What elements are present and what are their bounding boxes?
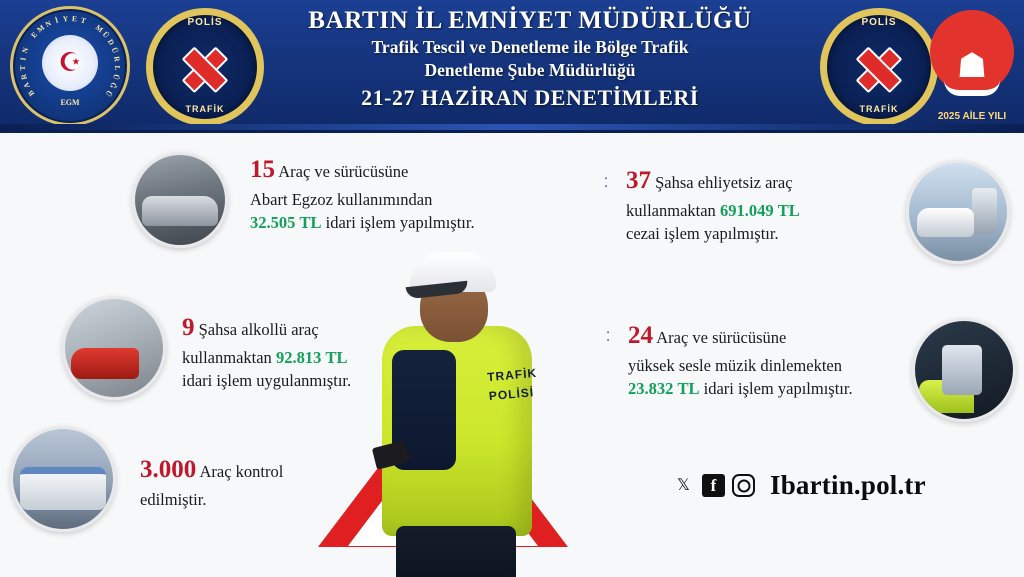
stat-abart-egzoz-number: 15	[250, 156, 275, 183]
stat-ehliyetsiz-line3: cezai işlem yapılmıştır.	[626, 223, 779, 243]
header-banner	[0, 0, 1024, 133]
stat-abart-egzoz-currency: TL	[299, 212, 322, 232]
twitter-x-icon[interactable]: 𝕏	[677, 476, 690, 494]
stat-yuksek-ses-currency: TL	[677, 378, 700, 398]
stat-arac-kontrol-line1: Araç kontrol	[199, 462, 284, 481]
stat-ehliyetsiz-currency: TL	[777, 200, 800, 220]
officer-back-text-line1: TRAFİK	[486, 365, 538, 385]
stat-alkollu-number: 9	[182, 314, 195, 341]
stat-yuksek-ses-bullet: ⁚	[606, 329, 611, 344]
header-title-block	[250, 6, 810, 111]
stat-yuksek-ses-line1: Araç ve sürücüsüne	[656, 328, 787, 347]
badge-left-bottom-label: TRAFİK	[185, 104, 225, 114]
social-handle[interactable]: Ibartin.pol.tr	[770, 470, 926, 500]
stat-ehliyetsiz-line2: kullanmaktan	[626, 200, 716, 220]
officer-back-text	[486, 364, 539, 405]
stat-alkollu-currency: TL	[325, 347, 348, 367]
bus-photo	[10, 426, 116, 532]
crash-car-photo	[62, 296, 166, 400]
stat-alkollu-amount: 92.813	[275, 347, 322, 367]
stat-ehliyetsiz-text	[626, 163, 916, 245]
egm-seal-ring-text: B A R T I N E M N İ Y E T M Ü D Ü R L Ü Ğ Ü	[17, 13, 123, 99]
crescent-glyph: ☪	[58, 47, 82, 77]
badge-left-top-label: POLİS	[187, 17, 223, 28]
stat-yuksek-ses-number: 24	[628, 322, 653, 349]
header-title-line2: Trafik Tescil ve Denetleme ile Bölge Trafik	[371, 36, 689, 57]
traffic-jam-photo	[132, 152, 228, 248]
facebook-icon[interactable]: f	[702, 474, 725, 497]
officer-back-text-line2: POLİSİ	[488, 384, 535, 403]
stat-alkollu-line2: kullanmaktan	[182, 347, 272, 367]
instagram-icon[interactable]	[732, 474, 755, 497]
stat-yuksek-ses-amount: 23.832	[628, 378, 674, 398]
family-year-logo	[926, 8, 1018, 126]
stat-ehliyetsiz-line1: Şahsa ehliyetsiz araç	[655, 173, 793, 192]
header-title-line4: 21-27 HAZİRAN DENETİMLERİ	[361, 84, 699, 110]
family-year-label: 2025 AİLE YILI	[937, 111, 1007, 122]
hands-shape	[944, 80, 1000, 96]
stat-arac-kontrol-text	[140, 452, 350, 511]
stat-yuksek-ses-line3: idari işlem yapılmıştır.	[703, 378, 853, 398]
stat-arac-kontrol-line2: edilmiştir.	[140, 489, 207, 509]
traffic-officer-photo	[368, 238, 544, 577]
stat-ehliyetsiz-bullet: ⁚	[604, 175, 609, 190]
stat-ehliyetsiz-amount: 691.049	[719, 200, 774, 220]
officer-trousers	[396, 526, 516, 577]
traffic-badge-left	[146, 8, 264, 126]
badge-right-bottom-label: TRAFİK	[859, 104, 899, 114]
stat-alkollu-line1: Şahsa alkollü araç	[198, 320, 319, 339]
stat-ehliyetsiz-number: 37	[626, 167, 651, 194]
badge-right-top-label: POLİS	[861, 17, 897, 28]
stat-yuksek-ses-line2: yüksek sesle müzik dinlemekten	[628, 355, 842, 375]
family-glyph: ☗	[956, 48, 988, 85]
header-bottom-stripe	[0, 124, 1024, 130]
header-title-line3: Denetleme Şube Müdürlüğü	[424, 59, 636, 80]
stat-abart-egzoz-text	[250, 152, 518, 234]
stat-abart-egzoz-line3: idari işlem yapılmıştır.	[325, 212, 475, 232]
stat-abart-egzoz-line2: Abart Egzoz kullanımından	[250, 189, 433, 209]
header-title-line1: BARTIN İL EMNİYET MÜDÜRLÜĞÜ	[308, 7, 752, 34]
phone-check-photo	[912, 318, 1016, 422]
stat-yuksek-ses-text	[628, 318, 920, 400]
stat-arac-kontrol-number: 3.000	[140, 456, 197, 483]
stat-alkollu-line3: idari işlem uygulanmıştır.	[182, 370, 352, 390]
stat-abart-egzoz-line1: Araç ve sürücüsüne	[278, 162, 409, 181]
egm-seal	[10, 6, 130, 126]
stat-abart-egzoz-amount: 32.505	[250, 212, 296, 232]
stat-alkollu-text	[182, 310, 432, 392]
traffic-badge-right	[820, 8, 938, 126]
social-footer	[672, 470, 926, 501]
tow-truck-photo	[906, 160, 1010, 264]
egm-seal-label: EGM	[60, 98, 80, 107]
